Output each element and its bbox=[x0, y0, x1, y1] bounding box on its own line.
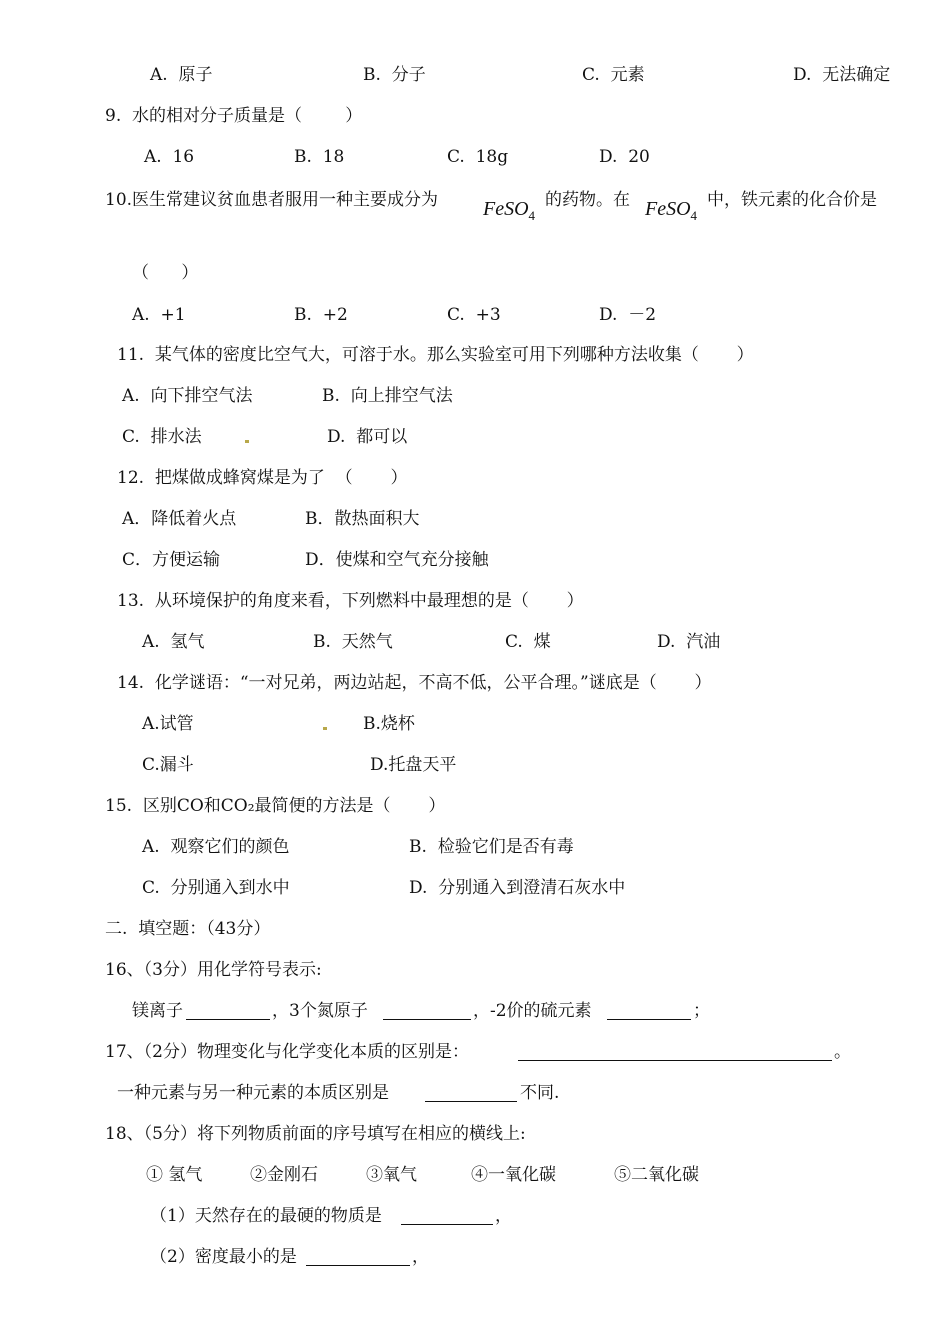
q11-option-b: B. 向上排空气法 bbox=[322, 386, 453, 406]
q10-option-a: A. +1 bbox=[132, 305, 186, 325]
q15-option-a: A. 观察它们的颜色 bbox=[142, 837, 290, 857]
q15-stem: 15. 区别CO和CO₂最简便的方法是（ ） bbox=[105, 796, 446, 816]
q11-option-d: D. 都可以 bbox=[327, 427, 408, 447]
q14-option-c: C.漏斗 bbox=[142, 755, 194, 775]
q12-option-c: C．方便运输 bbox=[122, 550, 221, 570]
q18-blank-2[interactable] bbox=[306, 1265, 410, 1266]
q14-option-a: A.试管 bbox=[142, 714, 194, 734]
q18-item-4: ④一氧化碳 bbox=[471, 1165, 556, 1185]
q12-stem: 12. 把煤做成蜂窝煤是为了 （ ） bbox=[117, 468, 408, 488]
q10-option-c: C. +3 bbox=[447, 305, 501, 325]
q10-option-b: B. +2 bbox=[294, 305, 348, 325]
q13-option-b: B. 天然气 bbox=[313, 632, 393, 652]
q10-answer-paren: （ ） bbox=[132, 263, 199, 283]
q9-stem: 9. 水的相对分子质量是（ ） bbox=[105, 106, 363, 126]
q8-option-b: B. 分子 bbox=[363, 65, 426, 85]
q15-option-d: D. 分别通入到澄清石灰水中 bbox=[409, 878, 626, 898]
q17-blank-2[interactable] bbox=[425, 1101, 517, 1102]
stray-mark bbox=[245, 440, 249, 443]
q18-stem: 18、（5分）将下列物质前面的序号填写在相应的横线上: bbox=[105, 1124, 526, 1144]
q13-stem: 13. 从环境保护的角度来看，下列燃料中最理想的是（ ） bbox=[117, 591, 584, 611]
q9-option-b: B. 18 bbox=[294, 147, 345, 167]
q10-stem-part1: 10.医生常建议贫血患者服用一种主要成分为 bbox=[105, 190, 439, 210]
q16-blank-1[interactable] bbox=[186, 1019, 270, 1020]
q9-option-a: A. 16 bbox=[144, 147, 195, 167]
q10-stem-part2: 的药物。在 bbox=[545, 190, 630, 210]
q17-stem: 17、（2分）物理变化与化学变化本质的区别是： bbox=[105, 1042, 469, 1062]
q11-stem: 11. 某气体的密度比空气大，可溶于水。那么实验室可用下列哪种方法收集（ ） bbox=[117, 345, 754, 365]
q17-line2-start: 一种元素与另一种元素的本质区别是 bbox=[117, 1083, 389, 1103]
q9-option-c: C. 18g bbox=[447, 147, 509, 167]
q18-item-2: ②金刚石 bbox=[250, 1165, 318, 1185]
q16-blank-3[interactable] bbox=[607, 1019, 691, 1020]
q17-stem-end: 。 bbox=[834, 1042, 851, 1062]
q18-item-1: ① 氢气 bbox=[146, 1165, 203, 1185]
q16-part2: ，3个氮原子 bbox=[272, 1001, 368, 1021]
q18-blank-1[interactable] bbox=[401, 1224, 493, 1225]
stray-mark bbox=[323, 727, 327, 730]
q13-option-a: A. 氢气 bbox=[142, 632, 205, 652]
q14-stem: 14. 化学谜语：“一对兄弟，两边站起，不高不低，公平合理。”谜底是（ ） bbox=[117, 673, 712, 693]
q12-option-a: A．降低着火点 bbox=[122, 509, 237, 529]
q18-sub2: （2）密度最小的是 bbox=[150, 1247, 297, 1267]
q13-option-c: C. 煤 bbox=[505, 632, 551, 652]
q16-part3: ，-2价的硫元素 bbox=[473, 1001, 592, 1021]
q18-sub1: （1）天然存在的最硬的物质是 bbox=[150, 1206, 382, 1226]
q8-option-c: C. 元素 bbox=[582, 65, 645, 85]
q17-blank-1[interactable] bbox=[518, 1060, 832, 1061]
q10-stem-part3: 中，铁元素的化合价是 bbox=[707, 190, 877, 210]
q10-option-d: D. －2 bbox=[599, 305, 657, 325]
q17-line2-end: 不同. bbox=[520, 1083, 560, 1103]
q16-stem: 16、（3分）用化学符号表示: bbox=[105, 960, 322, 980]
q18-item-3: ③氧气 bbox=[366, 1165, 417, 1185]
q16-part1: 镁离子 bbox=[132, 1001, 183, 1021]
q8-option-d: D. 无法确定 bbox=[793, 65, 891, 85]
q16-blank-2[interactable] bbox=[383, 1019, 471, 1020]
q18-item-5: ⑤二氧化碳 bbox=[614, 1165, 699, 1185]
q10-formula-feso4-1: FeSO$_4$ bbox=[483, 198, 536, 223]
q15-option-c: C. 分别通入到水中 bbox=[142, 878, 290, 898]
q11-option-c: C. 排水法 bbox=[122, 427, 202, 447]
q12-option-d: D．使煤和空气充分接触 bbox=[305, 550, 489, 570]
q15-option-b: B. 检验它们是否有毒 bbox=[409, 837, 574, 857]
q8-option-a: A. 原子 bbox=[150, 65, 213, 85]
q10-formula-feso4-2: FeSO$_4$ bbox=[645, 198, 698, 223]
q13-option-d: D. 汽油 bbox=[657, 632, 721, 652]
q12-option-b: B．散热面积大 bbox=[305, 509, 420, 529]
q9-option-d: D. 20 bbox=[599, 147, 650, 167]
q16-end: ； bbox=[693, 1001, 710, 1021]
q14-option-b: B.烧杯 bbox=[363, 714, 415, 734]
q14-option-d: D.托盘天平 bbox=[370, 755, 457, 775]
q18-sub1-end: ， bbox=[495, 1206, 512, 1226]
q18-sub2-end: ， bbox=[412, 1247, 429, 1267]
section-2-title: 二. 填空题：（43分） bbox=[105, 919, 271, 939]
q11-option-a: A. 向下排空气法 bbox=[122, 386, 253, 406]
